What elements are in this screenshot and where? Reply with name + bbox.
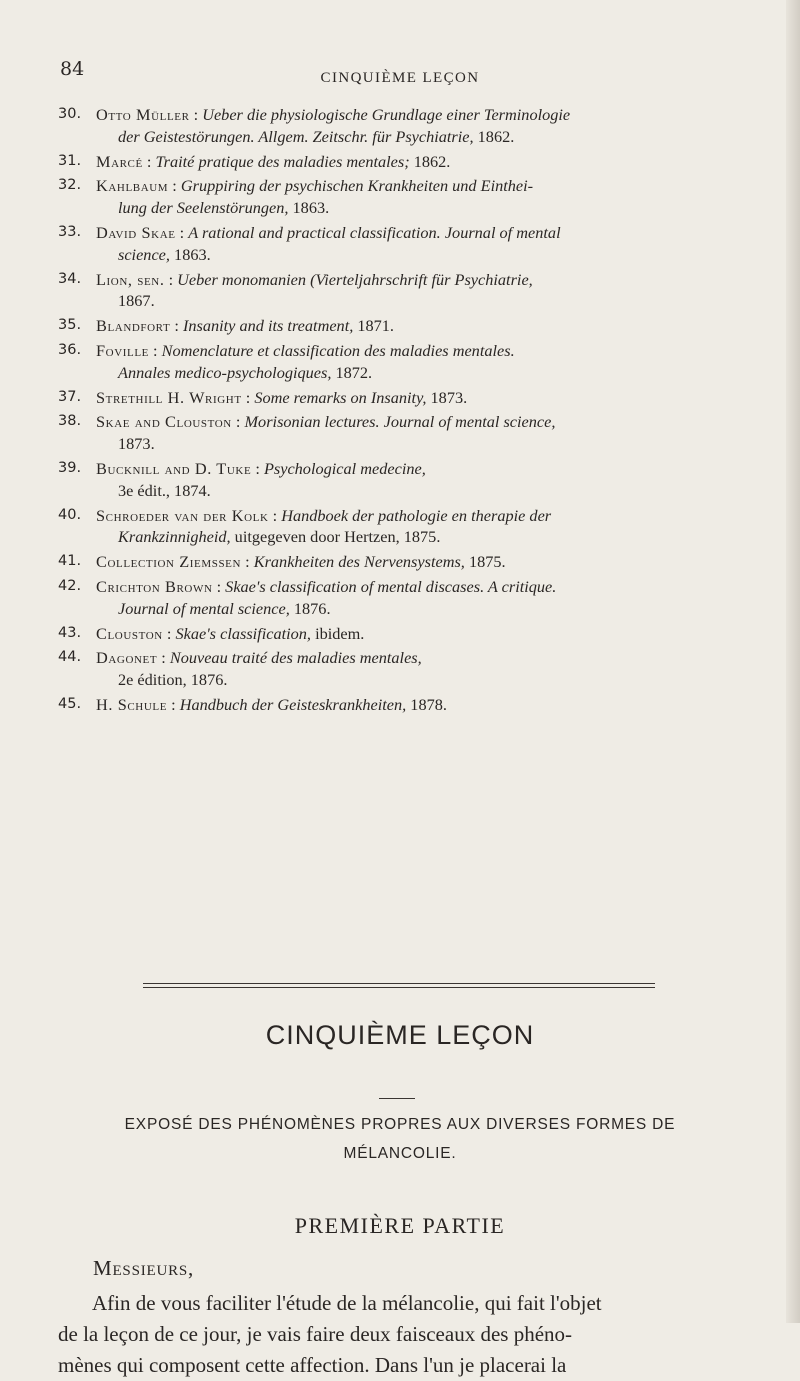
reference-separator: : (148, 340, 162, 360)
reference-number: 45. (58, 695, 82, 712)
reference-date: 1875. (464, 552, 506, 572)
reference-continuation (96, 244, 788, 266)
reference-author: Crichton Brown (96, 576, 213, 596)
reference-item (58, 340, 788, 384)
reference-continuation (96, 126, 788, 148)
reference-continuation (96, 290, 788, 312)
reference-separator: : (241, 387, 255, 407)
reference-text (96, 104, 788, 148)
reference-title: Handbuch der Geisteskrankheiten, (179, 694, 407, 714)
reference-date: ibidem. (311, 623, 365, 643)
reference-author: Dagonet (96, 648, 158, 668)
reference-title: Some remarks on Insanity, (254, 387, 427, 407)
reference-continuation (96, 526, 788, 548)
reference-item (58, 458, 788, 502)
reference-text (96, 175, 788, 219)
section-divider (143, 983, 655, 988)
reference-date: 1871. (353, 316, 394, 336)
reference-number: 30. (58, 106, 82, 122)
paragraph-line: mènes qui composent cette affection. Dans l'un je placerai la (58, 1353, 567, 1377)
reference-date: 1863. (169, 244, 211, 264)
reference-item (58, 315, 788, 337)
reference-separator: : (142, 151, 156, 171)
reference-author: Foville (96, 340, 149, 360)
reference-text (96, 340, 788, 384)
reference-title: Ueber monomanien (Vierteljahrschrift für Psychiatrie, (177, 269, 533, 289)
reference-text (96, 505, 788, 549)
paragraph-line: de la leçon de ce jour, je vais faire deux faisceaux des phéno- (58, 1322, 573, 1346)
reference-author: Otto Müller (96, 105, 190, 124)
reference-separator: : (251, 458, 264, 478)
reference-number: 42. (58, 577, 82, 594)
chapter-subtitle-line-1: EXPOSÉ DES PHÉNOMÈNES PROPRES AUX DIVERSES FORMES DE (124, 1116, 676, 1133)
reference-number: 41. (58, 553, 82, 570)
reference-number: 31. (58, 152, 82, 169)
reference-continuation (96, 197, 788, 219)
reference-author: Marcé (96, 151, 143, 171)
reference-date: 1878. (406, 694, 447, 714)
page-number: 84 (60, 58, 85, 80)
reference-item (58, 694, 788, 716)
reference-author: Bucknill and D. Tuke (96, 458, 252, 478)
reference-date: 1863. (288, 198, 330, 218)
reference-text (96, 458, 788, 502)
reference-text (96, 623, 788, 645)
reference-date: 1872. (331, 362, 373, 382)
reference-separator: : (157, 648, 170, 668)
reference-author: Kahlbaum (96, 176, 169, 196)
reference-author: Lion, sen. (96, 269, 165, 289)
reference-text (96, 387, 788, 409)
reference-text (96, 694, 788, 716)
reference-separator: : (168, 176, 181, 196)
reference-item (58, 269, 788, 313)
reference-title: Traité pratique des maladies mentales; (155, 151, 410, 171)
reference-author: H. Schule (96, 694, 168, 714)
reference-date: uitgegeven door Hertzen, 1875. (230, 527, 441, 547)
reference-title: Nouveau traité des maladies mentales, (169, 648, 422, 668)
title-rule (379, 1098, 415, 1099)
reference-author: Clouston (96, 623, 163, 643)
reference-text (96, 151, 788, 173)
reference-title: Morisonian lectures. Journal of mental science, (244, 412, 556, 432)
reference-text (96, 576, 788, 620)
reference-date: 1862. (473, 126, 515, 146)
reference-title: Handboek der pathologie en therapie der (281, 505, 552, 525)
reference-number: 43. (58, 624, 82, 641)
reference-date: 2e édition, 1876. (118, 670, 228, 690)
reference-number: 37. (58, 388, 82, 405)
reference-number: 36. (58, 341, 82, 358)
reference-date: 3e édit., 1874. (118, 480, 211, 500)
reference-text (96, 222, 788, 266)
reference-title-continued: lung der Seelenstörungen, (118, 198, 289, 218)
reference-title-continued: der Geistestörungen. Allgem. Zeitschr. für Psychiatrie, (118, 126, 474, 146)
reference-date: 1862. (409, 151, 451, 171)
reference-item (58, 151, 788, 173)
reference-separator: : (241, 552, 254, 572)
chapter-title: CINQUIÈME LEÇON (265, 1020, 535, 1050)
reference-date: 1867. (118, 291, 155, 311)
reference-number: 32. (58, 177, 82, 194)
reference-number: 34. (58, 270, 82, 287)
body-paragraph (58, 1288, 788, 1381)
reference-author: Schroeder van der Kolk (96, 505, 269, 525)
reference-title: Gruppiring der psychischen Krankheiten und Einthei- (180, 176, 534, 196)
reference-separator: : (170, 316, 183, 336)
reference-separator: : (175, 222, 189, 242)
reference-title: Ueber die physiologische Grundlage einer Terminologie (202, 105, 571, 124)
reference-text (96, 551, 788, 573)
reference-title-continued: Journal of mental science, (118, 598, 290, 618)
reference-number: 38. (58, 413, 82, 430)
reference-title-continued: Annales medico-psychologiques, (118, 362, 332, 382)
running-head: CINQUIÈME LEÇON (320, 70, 480, 86)
chapter-subtitle-line-2: MÉLANCOLIE. (343, 1145, 457, 1162)
reference-continuation (96, 669, 788, 691)
part-title: PREMIÈRE PARTIE (294, 1213, 506, 1238)
reference-author: Skae and Clouston (96, 412, 232, 432)
paragraph-line: Afin de vous faciliter l'étude de la mélancolie, qui fait l'objet (92, 1291, 602, 1315)
reference-number: 39. (58, 459, 82, 476)
reference-author: Blandfort (96, 316, 171, 336)
reference-item (58, 551, 788, 573)
reference-title: Krankheiten des Nervensystems, (253, 552, 465, 572)
reference-text (96, 269, 788, 313)
reference-item (58, 623, 788, 645)
reference-number: 35. (58, 317, 82, 334)
reference-separator: : (231, 412, 245, 432)
reference-title: Psychological medecine, (263, 458, 426, 478)
reference-continuation (96, 598, 788, 620)
reference-item (58, 222, 788, 266)
salutation: Messieurs, (93, 1256, 195, 1280)
reference-date: 1873. (426, 387, 468, 407)
reference-continuation (96, 480, 788, 502)
reference-title: Skae's classification of mental discases. A critique. (225, 576, 557, 596)
reference-title: Nomenclature et classification des maladies mentales. (161, 340, 515, 360)
reference-text (96, 647, 788, 691)
reference-item (58, 175, 788, 219)
reference-separator: : (189, 105, 203, 124)
reference-title: Skae's classification, (175, 623, 311, 643)
reference-item (58, 387, 788, 409)
reference-author: Collection Ziemssen (96, 552, 242, 572)
reference-author: Strethill H. Wright (96, 387, 242, 407)
reference-continuation (96, 433, 788, 455)
reference-separator: : (268, 505, 282, 525)
reference-number: 33. (58, 223, 82, 240)
reference-item (58, 576, 788, 620)
reference-title: Insanity and its treatment, (182, 316, 354, 336)
reference-title: A rational and practical classification. Journal of mental (188, 222, 561, 242)
reference-number: 40. (58, 506, 82, 523)
reference-item (58, 505, 788, 549)
reference-item (58, 647, 788, 691)
reference-separator: : (164, 269, 178, 289)
reference-title-continued: Krankzinnigheid, (118, 527, 231, 547)
reference-item (58, 104, 788, 148)
reference-item (58, 411, 788, 455)
reference-title-continued: science, (118, 244, 170, 264)
reference-text (96, 411, 788, 455)
reference-separator: : (212, 576, 226, 596)
reference-number: 44. (58, 649, 82, 666)
reference-text (96, 315, 788, 337)
reference-date: 1876. (289, 598, 331, 618)
bibliography-list (58, 104, 788, 719)
reference-date: 1873. (118, 434, 155, 454)
reference-continuation (96, 362, 788, 384)
reference-separator: : (167, 694, 180, 714)
reference-author: David Skae (96, 222, 176, 242)
reference-separator: : (162, 623, 176, 643)
